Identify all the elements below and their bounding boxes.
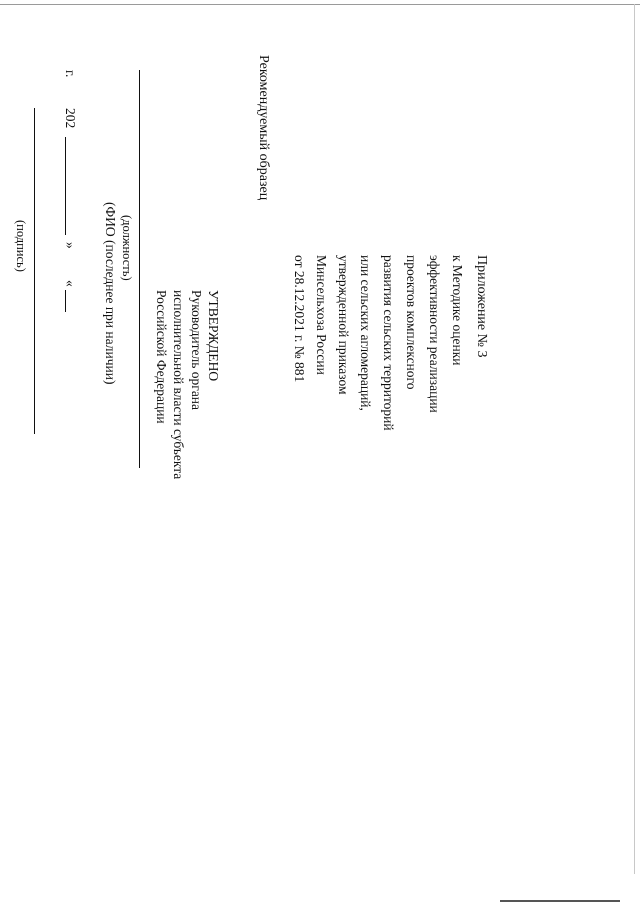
appendix-line-8: от 28.12.2021 г. № 881 — [292, 255, 307, 383]
date-day-line — [65, 290, 66, 312]
recommended-sample-label: Рекомендуемый образец — [256, 55, 271, 201]
scan-bottom-mark — [500, 900, 620, 902]
date-year: 202 — [63, 108, 78, 129]
date-open-quote: « — [63, 280, 78, 287]
appendix-line-1: к Методике оценки — [450, 255, 465, 366]
signature-line — [34, 108, 35, 434]
appendix-line-7: Минсельхоза России — [314, 255, 329, 375]
appendix-line-3: проектов комплексного — [404, 255, 419, 390]
scan-right-edge — [634, 4, 635, 874]
position-line — [139, 70, 140, 468]
appendix-line-5: или сельских агломераций, — [358, 255, 373, 411]
approval-line-3: Российской Федерации — [154, 290, 169, 424]
signature-caption: (подпись) — [14, 220, 28, 272]
rotated-document-content — [14, 0, 540, 480]
approval-line-1: Руководитель органа — [189, 290, 204, 411]
appendix-line-4: развития сельских территорий — [381, 255, 396, 431]
appendix-line-2: эффективности реализации — [427, 255, 442, 413]
approval-line-2: исполнительной власти субъекта — [171, 290, 186, 480]
approval-heading: УТВЕРЖДЕНО — [206, 290, 221, 382]
position-caption: (должность) — [120, 215, 134, 281]
appendix-line-6: утвержденной приказом — [336, 255, 351, 395]
fio-caption: (ФИО (последнее при наличии) — [103, 202, 118, 385]
date-month-line — [65, 137, 66, 235]
appendix-title: Приложение № 3 — [474, 255, 489, 358]
date-close-quote: » — [63, 242, 78, 249]
date-suffix: г. — [63, 70, 78, 78]
